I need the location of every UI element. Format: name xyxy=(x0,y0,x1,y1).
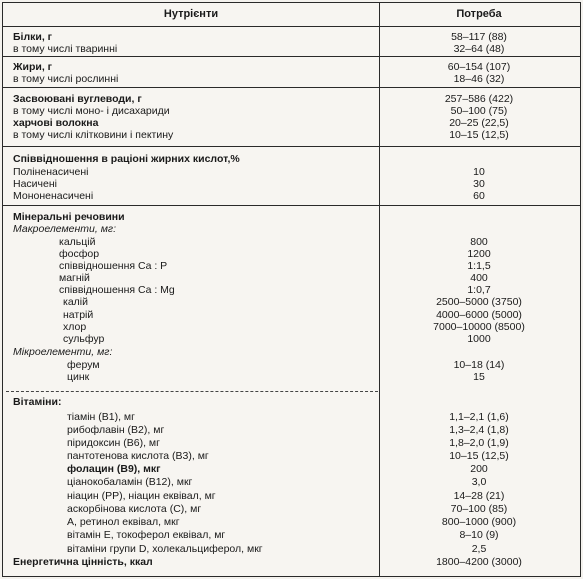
divider-line xyxy=(3,87,580,88)
table-row xyxy=(3,309,580,321)
table-row xyxy=(3,190,580,202)
row-label: калій xyxy=(63,296,88,308)
row-label: фолацин (В9), мкг xyxy=(67,463,161,475)
row-label: магній xyxy=(59,272,90,284)
row-label: натрій xyxy=(63,309,94,321)
table-row xyxy=(3,211,580,223)
row-value: 2500–5000 (3750) xyxy=(436,296,522,308)
divider-line xyxy=(3,146,580,147)
row-label: Мікроелементи, мг: xyxy=(13,346,113,358)
table-row xyxy=(3,396,580,408)
table-row xyxy=(3,411,580,423)
row-label: харчові волокна xyxy=(13,117,99,129)
row-value: 60–154 (107) xyxy=(447,61,511,73)
row-label: Поліненасичені xyxy=(13,166,89,178)
row-label: співвідношення Ca : P xyxy=(59,260,168,272)
table-row xyxy=(3,153,580,165)
row-label: Білки, г xyxy=(13,31,53,43)
header-nutrients: Нутрієнти xyxy=(163,8,219,20)
row-label: ціанокобаламін (В12), мкг xyxy=(67,476,193,488)
row-label: Мінеральні речовини xyxy=(13,211,125,223)
nutrient-table xyxy=(2,2,581,577)
row-value: 1:0,7 xyxy=(467,284,491,296)
table-row xyxy=(3,490,580,502)
row-value: 1,8–2,0 (1,9) xyxy=(449,437,509,449)
row-value: 1000 xyxy=(467,333,491,345)
table-row xyxy=(3,43,580,55)
row-label: ніацин (PP), ніацин еквівал, мг xyxy=(67,490,216,502)
row-value: 32–64 (48) xyxy=(453,43,505,55)
row-label: Енергетична цінність, ккал xyxy=(13,556,153,568)
divider-line xyxy=(3,56,580,57)
row-value: 800–1000 (900) xyxy=(441,516,517,528)
row-value: 10–15 (12,5) xyxy=(449,450,509,462)
table-row xyxy=(3,556,580,568)
row-label: Мононенасичені xyxy=(13,190,94,202)
row-label: ферум xyxy=(67,359,100,371)
table-row xyxy=(3,166,580,178)
row-value: 800 xyxy=(470,236,488,248)
table-row xyxy=(3,333,580,345)
row-value: 18–46 (32) xyxy=(453,73,505,85)
row-value: 15 xyxy=(473,371,485,383)
table-row xyxy=(3,248,580,260)
row-label: сульфур xyxy=(63,333,105,345)
row-label: аскорбінова кислота (С), мг xyxy=(67,503,202,515)
table-row xyxy=(3,296,580,308)
table-row xyxy=(3,105,580,117)
table-row xyxy=(3,272,580,284)
table-row xyxy=(3,236,580,248)
row-label: в тому числі моно- і дисахариди xyxy=(13,105,170,117)
row-label: в тому числі тваринні xyxy=(13,43,118,55)
dashed-divider xyxy=(6,391,378,393)
row-value: 10–18 (14) xyxy=(453,359,505,371)
row-label: вітамін Е, токоферол еквівал, мг xyxy=(67,529,226,541)
row-value: 2,5 xyxy=(471,543,487,555)
table-row xyxy=(3,93,580,105)
table-row xyxy=(3,284,580,296)
row-label: Засвоювані вуглеводи, г xyxy=(13,93,142,105)
row-label: тіамін (В1), мг xyxy=(67,411,135,423)
row-label: хлор xyxy=(63,321,87,333)
row-label: А, ретинол еквівал, мкг xyxy=(67,516,180,528)
table-row xyxy=(3,73,580,85)
table-row xyxy=(3,476,580,488)
row-value: 1:1,5 xyxy=(467,260,491,272)
row-label: Макроелементи, мг: xyxy=(13,223,117,235)
row-label: пантотенова кислота (В3), мг xyxy=(67,450,209,462)
divider-line xyxy=(3,205,580,206)
row-value: 50–100 (75) xyxy=(450,105,508,117)
table-row xyxy=(3,371,580,383)
row-label: Співвідношення в раціоні жирних кислот,% xyxy=(13,153,240,165)
table-row xyxy=(3,117,580,129)
row-value: 1,1–2,1 (1,6) xyxy=(449,411,509,423)
row-value: 10–15 (12,5) xyxy=(449,129,509,141)
row-label: Жири, г xyxy=(13,61,53,73)
row-label: співвідношення Ca : Mg xyxy=(59,284,175,296)
row-value: 200 xyxy=(470,463,488,475)
table-row xyxy=(3,260,580,272)
row-label: в тому числі клітковини і пектину xyxy=(13,129,174,141)
row-label: Насичені xyxy=(13,178,57,190)
row-value: 1200 xyxy=(467,248,491,260)
row-value: 257–586 (422) xyxy=(444,93,514,105)
row-label: фосфор xyxy=(59,248,100,260)
table-row xyxy=(3,223,580,235)
row-value: 70–100 (85) xyxy=(450,503,508,515)
row-label: цинк xyxy=(67,371,90,383)
table-row xyxy=(3,529,580,541)
row-value: 30 xyxy=(473,178,485,190)
row-value: 3,0 xyxy=(471,476,487,488)
table-row xyxy=(3,31,580,43)
row-label: в тому числі рослинні xyxy=(13,73,119,85)
row-label: рибофлавін (В2), мг xyxy=(67,424,165,436)
row-label: вітаміни групи D, холекальциферол, мкг xyxy=(67,543,263,555)
table-row xyxy=(3,424,580,436)
table-row xyxy=(3,321,580,333)
table-row xyxy=(3,543,580,555)
row-value: 1800–4200 (3000) xyxy=(436,556,522,568)
table-row xyxy=(3,178,580,190)
table-row xyxy=(3,463,580,475)
row-value: 8–10 (9) xyxy=(459,529,499,541)
row-value: 400 xyxy=(470,272,488,284)
table-row xyxy=(3,516,580,528)
row-value: 10 xyxy=(473,166,485,178)
row-label: піридоксин (В6), мг xyxy=(67,437,160,449)
table-header xyxy=(3,3,580,27)
row-value: 4000–6000 (5000) xyxy=(436,309,522,321)
row-value: 14–28 (21) xyxy=(453,490,505,502)
header-requirement: Потреба xyxy=(456,8,502,20)
row-value: 58–117 (88) xyxy=(451,31,507,43)
table-row xyxy=(3,503,580,515)
table-row xyxy=(3,346,580,358)
row-label: кальцій xyxy=(59,236,96,248)
table-row xyxy=(3,129,580,141)
row-value: 20–25 (22,5) xyxy=(449,117,509,129)
row-value: 7000–10000 (8500) xyxy=(433,321,525,333)
table-row xyxy=(3,359,580,371)
table-row xyxy=(3,437,580,449)
table-row xyxy=(3,61,580,73)
row-label: Вітаміни: xyxy=(13,396,62,408)
row-value: 1,3–2,4 (1,8) xyxy=(449,424,509,436)
row-value: 60 xyxy=(473,190,485,202)
table-row xyxy=(3,450,580,462)
